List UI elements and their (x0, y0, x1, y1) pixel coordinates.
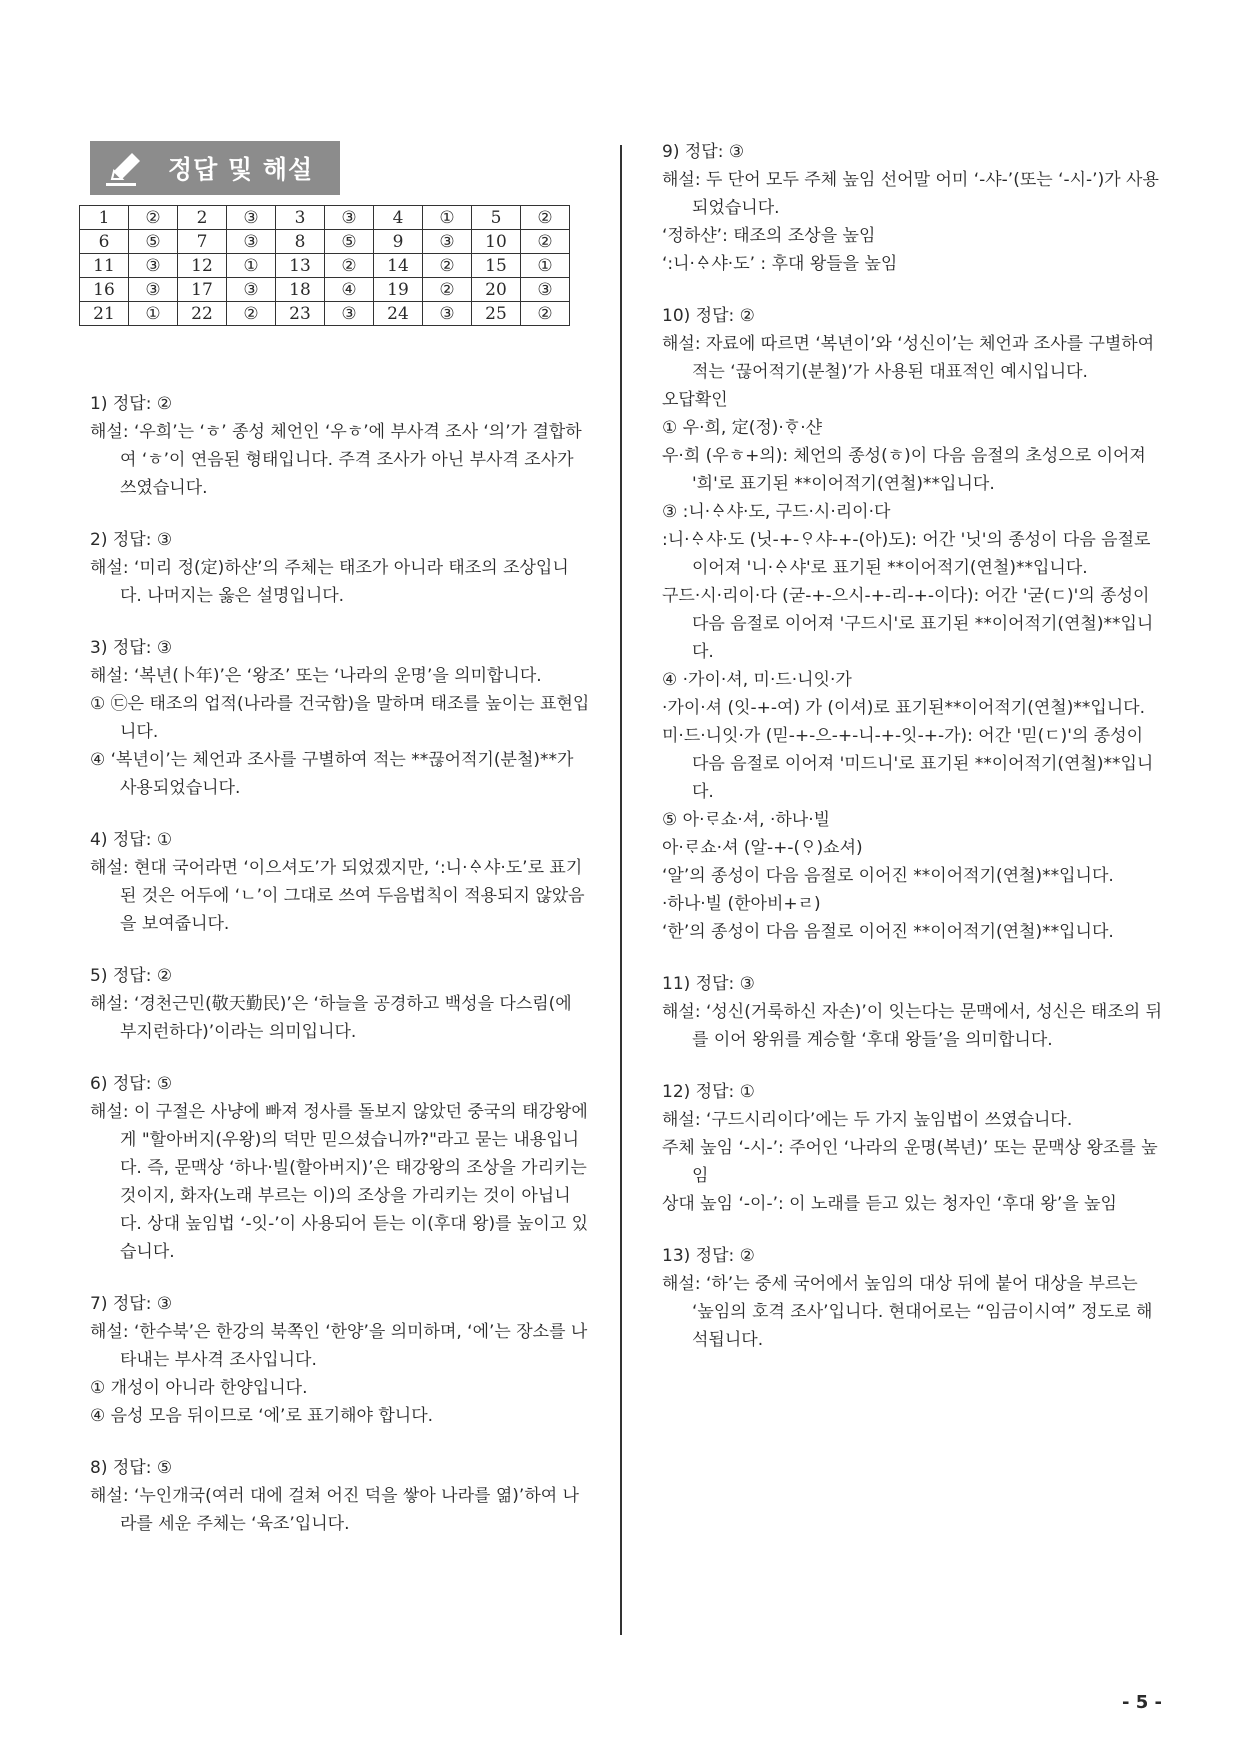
answer-heading: 3) 정답: ③ (90, 638, 173, 658)
answer-cell: ③ (423, 302, 472, 326)
page-number: - 5 - (1122, 1692, 1162, 1713)
explanation-line: 오답확인 (662, 390, 728, 410)
explanation-line: 해설: 두 단어 모두 주체 높임 선어말 어미 ‘-샤-’(또는 ‘-시-’)가 사용되었습니다. (662, 170, 1159, 218)
answer-heading: 9) 정답: ③ (662, 142, 745, 162)
explanation-line: :니·ᅀᆞ샤·도 (닛-+-ᄋᆞ샤-+-(아)도): 어간 '닛'의 종성이 다음 음절로 이어져 '니·ᅀᆞ샤'로 표기된 **이어적기(연철)**입니다. (662, 530, 1151, 578)
answer-cell: ③ (521, 278, 570, 302)
explanation-item (662, 138, 1162, 278)
explanation-line: 해설: 이 구절은 사냥에 빠져 정사를 돌보지 않았던 중국의 태강왕에게 "할아버지(우왕)의 덕만 믿으셨습니까?"라고 묻는 내용입니다. 즉, 문맥상 ‘하나·빌(할아버지)’은 태강왕의 조상을 가리키는 것이지, 화자(노래 부르는 이)의 조상을 가리키는 것이 아닙니다. 상대 높임법 ‘-잇-’이 사용되어 듣는 이(후대 왕)를 높이고 있습니다. (90, 1102, 589, 1262)
answer-row (80, 230, 570, 254)
answer-cell: ③ (423, 230, 472, 254)
column-divider (620, 145, 622, 1635)
explanation-item (90, 634, 590, 802)
question-number-cell: 4 (374, 206, 423, 230)
answer-cell: ① (129, 302, 178, 326)
answer-cell: ② (521, 230, 570, 254)
explanation-line: ④ ‘복년이’는 체언과 조사를 구별하여 적는 **끊어적기(분철)**가 사용되었습니다. (90, 750, 574, 798)
answer-cell: ③ (129, 254, 178, 278)
explanation-item (662, 1078, 1162, 1218)
question-number-cell: 14 (374, 254, 423, 278)
answer-cell: ① (227, 254, 276, 278)
question-number-cell: 18 (276, 278, 325, 302)
answer-heading: 1) 정답: ② (90, 394, 173, 414)
answer-heading: 13) 정답: ② (662, 1246, 755, 1266)
question-number-cell: 19 (374, 278, 423, 302)
answer-row (80, 254, 570, 278)
explanation-item (90, 390, 590, 502)
answer-cell: ② (423, 254, 472, 278)
answer-cell: ③ (227, 230, 276, 254)
question-number-cell: 23 (276, 302, 325, 326)
question-number-cell: 21 (80, 302, 129, 326)
answer-heading: 10) 정답: ② (662, 306, 755, 326)
explanation-item (662, 970, 1162, 1054)
question-number-cell: 12 (178, 254, 227, 278)
answer-cell: ② (325, 254, 374, 278)
answer-row (80, 206, 570, 230)
banner-title: 정답 및 해설 (168, 155, 314, 184)
explanation-line: ⑤ 아·ᄅᆞ쇼·셔, ·하나·빌 (662, 810, 831, 830)
explanation-line: ‘알’의 종성이 다음 음절로 이어진 **이어적기(연철)**입니다. (662, 866, 1114, 886)
answer-cell: ② (521, 302, 570, 326)
explanation-line: 해설: 현대 국어라면 ‘이으셔도’가 되었겠지만, ‘:니·ᅀᆞ샤·도’로 표기된 것은 어두에 ‘ㄴ’이 그대로 쓰여 두음법칙이 적용되지 않았음을 보여줍니다. (90, 858, 585, 934)
explanation-line: 해설: ‘구드시리이다’에는 두 가지 높임법이 쓰였습니다. (662, 1110, 1073, 1130)
explanation-line: 해설: ‘성신(거룩하신 자손)’이 잇는다는 문맥에서, 성신은 태조의 뒤를 이어 왕위를 계승할 ‘후대 왕들’을 의미합니다. (662, 1002, 1163, 1050)
explanation-line: 상대 높임 ‘-이-’: 이 노래를 듣고 있는 청자인 ‘후대 왕’을 높임 (662, 1194, 1117, 1214)
answer-cell: ⑤ (129, 230, 178, 254)
answer-heading: 2) 정답: ③ (90, 530, 173, 550)
answer-cell: ① (423, 206, 472, 230)
question-number-cell: 25 (472, 302, 521, 326)
question-number-cell: 3 (276, 206, 325, 230)
explanation-item (90, 962, 590, 1046)
answer-cell: ③ (227, 278, 276, 302)
answer-row (80, 302, 570, 326)
question-number-cell: 6 (80, 230, 129, 254)
answer-row (80, 278, 570, 302)
answer-heading: 7) 정답: ③ (90, 1294, 173, 1314)
answer-cell: ⑤ (325, 230, 374, 254)
explanation-line: 해설: ‘하’는 중세 국어에서 높임의 대상 뒤에 붙어 대상을 부르는 ‘높임의 호격 조사’입니다. 현대어로는 “임금이시여” 정도로 해석됩니다. (662, 1274, 1153, 1350)
answer-cell: ② (227, 302, 276, 326)
question-number-cell: 13 (276, 254, 325, 278)
explanation-line: ‘한’의 종성이 다음 음절로 이어진 **이어적기(연철)**입니다. (662, 922, 1114, 942)
answer-cell: ② (521, 206, 570, 230)
explanation-line: 주체 높임 ‘-시-’: 주어인 ‘나라의 운명(복년)’ 또는 문맥상 왕조를 높임 (662, 1138, 1158, 1186)
answer-cell: ③ (325, 206, 374, 230)
explanation-item (90, 1290, 590, 1430)
question-number-cell: 20 (472, 278, 521, 302)
answer-heading: 6) 정답: ⑤ (90, 1074, 173, 1094)
pencil-icon (90, 141, 160, 195)
explanation-line: ③ :니·ᅀᆞ샤·도, 구드·시·리이·다 (662, 502, 891, 522)
explanation-line: ① ㉢은 태조의 업적(나라를 건국함)을 말하며 태조를 높이는 표현입니다. (90, 694, 590, 742)
explanation-line: 미·드·니잇·가 (믿-+-으-+-니-+-잇-+-가): 어간 '믿(ㄷ)'의 종성이 다음 음절로 이어져 '미드니'로 표기된 **이어적기(연철)**입니다. (662, 726, 1154, 802)
explanation-item (90, 1070, 590, 1266)
question-number-cell: 9 (374, 230, 423, 254)
explanation-item (662, 1242, 1162, 1354)
explanation-item (90, 1454, 590, 1538)
explanation-line: 아·ᄅᆞ쇼·셔 (알-+-(ᄋᆞ)쇼셔) (662, 838, 863, 858)
question-number-cell: 22 (178, 302, 227, 326)
explanation-line: ① 개성이 아니라 한양입니다. (90, 1378, 308, 1398)
question-number-cell: 8 (276, 230, 325, 254)
explanation-item (90, 826, 590, 938)
answer-banner (90, 141, 340, 195)
explanation-line: 해설: ‘경천근민(敬天勤民)’은 ‘하늘을 공경하고 백성을 다스림(에 부지런하다)’이라는 의미입니다. (90, 994, 572, 1042)
question-number-cell: 2 (178, 206, 227, 230)
explanation-line: 해설: 자료에 따르면 ‘복년이’와 ‘성신이’는 체언과 조사를 구별하여 적는 ‘끊어적기(분철)’가 사용된 대표적인 예시입니다. (662, 334, 1155, 382)
answer-cell: ② (129, 206, 178, 230)
answer-heading: 12) 정답: ① (662, 1082, 755, 1102)
question-number-cell: 7 (178, 230, 227, 254)
question-number-cell: 1 (80, 206, 129, 230)
explanation-line: 해설: ‘미리 정(定)하샨’의 주체는 태조가 아니라 태조의 조상입니다. 나머지는 옳은 설명입니다. (90, 558, 569, 606)
answer-cell: ③ (129, 278, 178, 302)
right-column (662, 138, 1162, 1378)
question-number-cell: 17 (178, 278, 227, 302)
question-number-cell: 15 (472, 254, 521, 278)
answer-cell: ② (423, 278, 472, 302)
answer-heading: 11) 정답: ③ (662, 974, 755, 994)
explanation-line: ‘정하샨’: 태조의 조상을 높임 (662, 226, 876, 246)
explanation-line: ① 우·희, 定(정)·ᄒᆞ·샨 (662, 418, 823, 438)
answer-table (79, 205, 570, 326)
explanation-line: 우·희 (우ㅎ+의): 체언의 종성(ㅎ)이 다음 음절의 초성으로 이어져 '희'로 표기된 **이어적기(연철)**입니다. (662, 446, 1146, 494)
answer-heading: 5) 정답: ② (90, 966, 173, 986)
answer-cell: ① (521, 254, 570, 278)
explanation-item (90, 526, 590, 610)
explanation-line: ④ ·가이·셔, 미·드·니잇·가 (662, 670, 852, 690)
explanation-line: ‘:니·ᅀᆞ샤·도’ : 후대 왕들을 높임 (662, 254, 898, 274)
answer-cell: ④ (325, 278, 374, 302)
question-number-cell: 16 (80, 278, 129, 302)
question-number-cell: 5 (472, 206, 521, 230)
explanation-line: ④ 음성 모음 뒤이므로 ‘에’로 표기해야 합니다. (90, 1406, 434, 1426)
question-number-cell: 11 (80, 254, 129, 278)
explanation-line: 해설: ‘복년(卜年)’은 ‘왕조’ 또는 ‘나라의 운명’을 의미합니다. (90, 666, 542, 686)
explanation-line: ·가이·셔 (잇-+-여) 가 (이셔)로 표기된**이어적기(연철)**입니다. (662, 698, 1145, 718)
explanation-line: ·하나·빌 (한아비+ㄹ) (662, 894, 821, 914)
explanation-line: 해설: ‘누인개국(여러 대에 걸쳐 어진 덕을 쌓아 나라를 엶)’하여 나라를 세운 주체는 ‘육조’입니다. (90, 1486, 579, 1534)
question-number-cell: 10 (472, 230, 521, 254)
answer-heading: 4) 정답: ① (90, 830, 173, 850)
explanation-line: 해설: ‘우희’는 ‘ㅎ’ 종성 체언인 ‘우ㅎ’에 부사격 조사 ‘의’가 결합하여 ‘ㅎ’이 연음된 형태입니다. 주격 조사가 아닌 부사격 조사가 쓰였습니다. (90, 422, 582, 498)
left-column (90, 390, 590, 1562)
answer-heading: 8) 정답: ⑤ (90, 1458, 173, 1478)
explanation-item (662, 302, 1162, 946)
answer-cell: ③ (325, 302, 374, 326)
answer-cell: ③ (227, 206, 276, 230)
explanation-line: 해설: ‘한수북’은 한강의 북쪽인 ‘한양’을 의미하며, ‘에’는 장소를 나타내는 부사격 조사입니다. (90, 1322, 588, 1370)
question-number-cell: 24 (374, 302, 423, 326)
explanation-line: 구드·시·리이·다 (굳-+-으시-+-리-+-이다): 어간 '굳(ㄷ)'의 종성이 다음 음절로 이어져 '구드시'로 표기된 **이어적기(연철)**입니다. (662, 586, 1154, 662)
